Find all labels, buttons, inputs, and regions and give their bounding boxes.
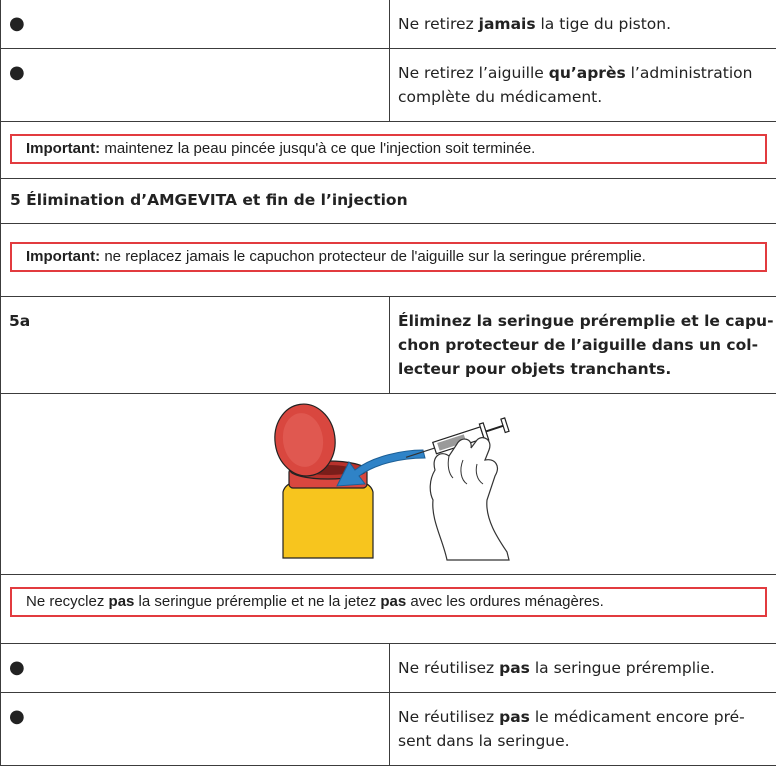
table-row bbox=[1, 49, 776, 122]
instruction-text: Ne retirez jamais la tige du piston. bbox=[390, 0, 776, 48]
bullet: ● bbox=[9, 657, 25, 678]
instruction-text: Ne retirez l’aiguille qu’après l’administration complète du médicament. bbox=[390, 49, 776, 121]
important-notice: Important: maintenez la peau pincée jusqu'à ce que l'injection soit terminée. bbox=[10, 134, 767, 164]
step-instruction: Éliminez la seringue préremplie et le capu- chon protecteur de l’aiguille dans un col- lecteur pour objets tranchants. bbox=[390, 297, 776, 393]
sharps-container-disposal-icon bbox=[263, 400, 523, 564]
step-label: 5a bbox=[9, 312, 30, 330]
table-row bbox=[1, 575, 776, 644]
bullet: ● bbox=[9, 62, 25, 83]
bullet: ● bbox=[9, 13, 25, 34]
warning-notice: Ne recyclez pas la seringue préremplie et ne la jetez pas avec les ordures ménagères. bbox=[10, 587, 767, 617]
illustration-cell bbox=[1, 394, 776, 574]
table-row bbox=[1, 394, 776, 575]
bullet: ● bbox=[9, 706, 25, 727]
table-row bbox=[1, 693, 776, 766]
instruction-text: Ne réutilisez pas la seringue préremplie. bbox=[390, 644, 776, 692]
table-row bbox=[1, 224, 776, 297]
section-heading: 5 Élimination d’AMGEVITA et fin de l’injection bbox=[1, 179, 776, 223]
table-row bbox=[1, 297, 776, 394]
important-notice: Important: ne replacez jamais le capuchon protecteur de l'aiguille sur la seringue préremplie. bbox=[10, 242, 767, 272]
table-row bbox=[1, 644, 776, 693]
table-row bbox=[1, 179, 776, 224]
instruction-text: Ne réutilisez pas le médicament encore pré- sent dans la seringue. bbox=[390, 693, 776, 765]
table-row bbox=[1, 0, 776, 49]
table-row bbox=[1, 122, 776, 179]
